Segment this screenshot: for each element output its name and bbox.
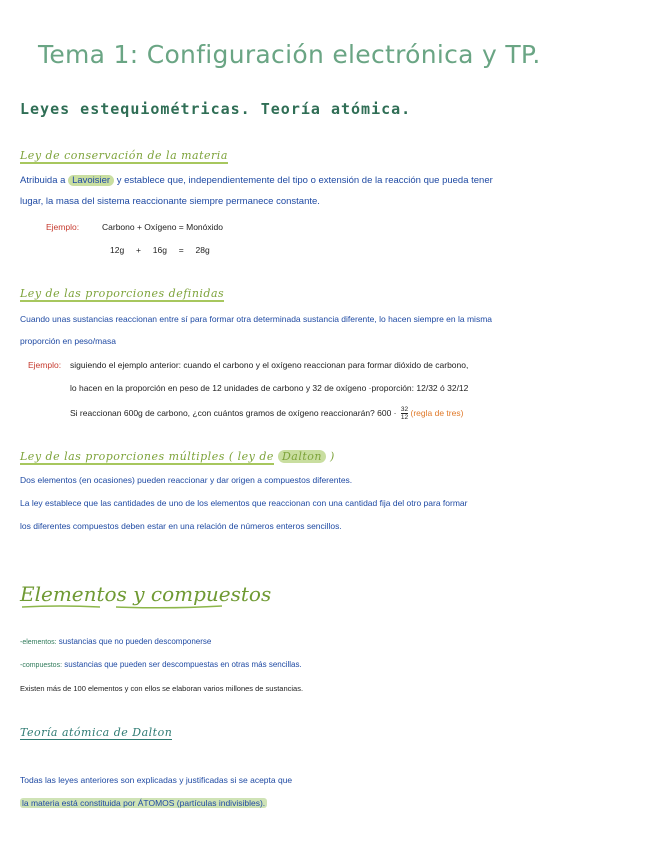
s4-line-1: [20, 637, 211, 646]
section-heading-elementos-compuestos: Elementos y compuestos: [20, 582, 272, 606]
s5-line-2: [20, 798, 267, 808]
s1-line-2: lugar, la masa del sistema reaccionante siempre permanece constante.: [20, 196, 320, 207]
s2-example-line-1: siguiendo el ejemplo anterior: cuando el carbono y el oxígeno reaccionan para formar dióxido de carbono,: [70, 360, 469, 370]
s2-example-line-2: lo hacen en la proporción en peso de 12 unidades de carbono y 32 de oxígeno ·proporción: 12/32 ó 32/12: [70, 383, 469, 393]
fraction: [401, 406, 408, 421]
atomos-highlight: la materia está constituida por ÁTOMOS (partículas indivisibles).: [22, 798, 266, 808]
s2-line-1: Cuando unas sustancias reaccionan entre sí para formar otra determinada sustancia diferente, lo hacen siempre en la misma: [20, 314, 493, 324]
section-heading-proporciones-multiples: [20, 450, 335, 463]
s1-line-1-post: y establece que, independientemente del tipo o extensión de la reacción que pueda tener: [116, 175, 493, 186]
s1-line-1: [20, 175, 493, 186]
s1-example-equation: Carbono + Oxígeno = Monóxido: [102, 222, 223, 232]
elementos-definition: sustancias que no pueden descomponerse: [56, 637, 212, 646]
elementos-label: -elementos:: [20, 639, 57, 646]
section-heading-conservacion: Ley de conservación de la materia: [20, 149, 228, 162]
page-title: Tema 1: Configuración electrónica y TP.: [38, 40, 541, 69]
lavoisier-highlight: Lavoisier: [68, 175, 114, 186]
s1-example-numbers: 12g + 16g = 28g: [110, 245, 210, 255]
compuestos-definition: sustancias que pueden ser descompuestas en otras más sencillas.: [62, 660, 302, 669]
s4-line-2: [20, 660, 302, 669]
fraction-denominator: 12: [400, 414, 409, 421]
s3-line-1: Dos elementos (en ocasiones) pueden reaccionar y dar origen a compuestos diferentes.: [20, 475, 353, 485]
s2-example-line-3: [70, 406, 463, 421]
s4-line-3: Existen más de 100 elementos y con ellos se elaboran varios millones de sustancias.: [20, 684, 304, 693]
s1-line-1-pre: Atribuida a: [20, 175, 66, 186]
s5-line-1: Todas las leyes anteriores son explicadas y justificadas si se acepta que: [20, 775, 293, 785]
fraction-numerator: 32: [400, 406, 409, 413]
s3-heading-post: ): [329, 450, 335, 463]
heading-underline: [20, 604, 225, 610]
compuestos-label: -compuestos:: [20, 662, 63, 669]
regla-de-tres-note: (regla de tres): [410, 407, 464, 418]
dalton-highlight: Dalton: [278, 450, 326, 463]
s3-line-3: los diferentes compuestos deben estar en una relación de números enteros sencillos.: [20, 521, 342, 531]
section-heading-teoria-dalton: Teoría atómica de Dalton: [20, 726, 173, 739]
s2-example-label: Ejemplo:: [28, 360, 62, 370]
s1-example-label: Ejemplo:: [46, 222, 80, 232]
s3-line-2: La ley establece que las cantidades de uno de los elementos que reaccionan con una cantidad fija del otro para formar: [20, 498, 468, 508]
section-heading-proporciones-definidas: Ley de las proporciones definidas: [20, 287, 225, 300]
s2-example-line-3-text: Si reaccionan 600g de carbono, ¿con cuántos gramos de oxígeno reaccionarán? 600 ·: [70, 407, 397, 418]
s3-heading-pre: Ley de las proporciones múltiples ( ley de: [20, 450, 274, 463]
s2-line-2: proporción en peso/masa: [20, 336, 116, 346]
page-subtitle: Leyes estequiométricas. Teoría atómica.: [20, 100, 412, 118]
